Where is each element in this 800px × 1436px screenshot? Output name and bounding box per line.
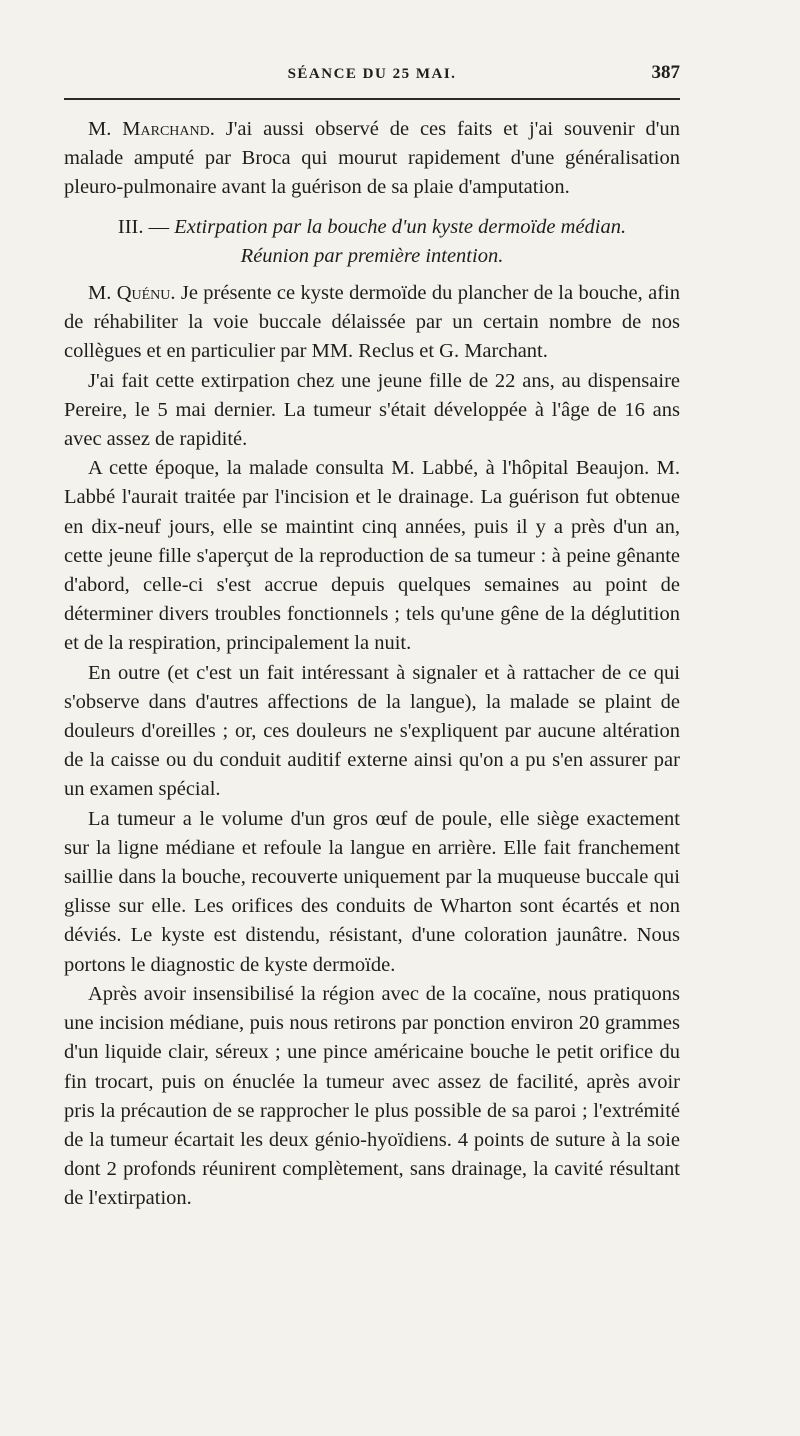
speaker-name: M. Quénu. [88,282,176,305]
paragraph-quenu [64,279,680,367]
paragraph: Après avoir insensibilisé la région avec de la cocaïne, nous pratiquons une incision médiane, puis nous retirons par ponction environ 20 grammes d'un liquide clair, séreux ; une pince américaine bouche le petit orifice du fin trocart, puis on énuclée la tumeur avec assez de facilité, après avoir pris la précaution de se rapprocher le plus possible de sa paroi ; l'extrémité de la tumeur écartait les deux génio-hyoïdiens. 4 points de suture à la soie dont 2 profonds réunirent complètement, sans drainage, la cavité résultant de l'extirpation. [64,982,680,1210]
header-rule [64,98,680,100]
paragraph: J'ai fait cette extirpation chez une jeune fille de 22 ans, au dispensaire Pereire, le 5 mai dernier. La tumeur s'était développée à l'âge de 16 ans avec assez de rapidité. [64,369,680,451]
speaker-name: M. Marchand. [88,118,215,140]
section-title-line1: Extirpation par la bouche d'un kyste dermoïde médian. [174,215,627,238]
paragraph-text: J'ai aussi observé de ces faits et j'ai souvenir d'un malade amputé par Broca qui mourut rapidement d'une généralisation pleuro-pulmonaire avant la guérison de sa plaie d'amputation. [64,118,680,199]
paragraph: La tumeur a le volume d'un gros œuf de poule, elle siège exactement sur la ligne médiane et refoule la langue en arrière. Elle fait franchement saillie dans la bouche, recouverte uniquement par la muqueuse buccale qui glisse sur elle. Les orifices des conduits de Wharton sont écartés et non déviés. Le kyste est distendu, résistant, d'une coloration jaunâtre. Nous portons le diagnostic de kyste dermoïde. [64,807,680,976]
section-title [64,213,680,271]
paragraph-text: Je présente ce kyste dermoïde du plancher de la bouche, afin de réhabiliter la voie buccale délaissée par un certain nombre de nos collègues et en particulier par MM. Reclus et G. Marchant. [64,282,680,363]
paragraph: A cette époque, la malade consulta M. Labbé, à l'hôpital Beaujon. M. Labbé l'aurait traitée par l'incision et le drainage. La guérison fut obtenue en dix-neuf jours, elle se maintint cinq années, puis il y a près d'un an, cette jeune fille s'aperçut de la reproduction de sa tumeur : à peine gênante d'abord, celle-ci s'est accrue depuis quelques semaines au point de déterminer divers troubles fonctionnels ; tels qu'une gêne de la déglutition et de la respiration, principalement la nuit. [64,457,680,655]
page-number: 387 [651,62,680,83]
running-head: SÉANCE DU 25 MAI. [287,66,457,82]
section-number: III. — [117,215,175,238]
paragraph-marchand [64,115,680,203]
body-text [64,115,680,1214]
page-header [64,62,680,90]
section-title-line2: Réunion par première intention. [240,244,504,267]
paragraph: En outre (et c'est un fait intéressant à signaler et à rattacher de ce qui s'observe dans d'autres affections de la langue), la malade se plaint de douleurs d'oreilles ; or, ces douleurs ne s'expliquent par aucune altération de la caisse ou du conduit auditif externe ainsi qu'on a pu s'en assurer par un examen spécial. [64,661,680,801]
